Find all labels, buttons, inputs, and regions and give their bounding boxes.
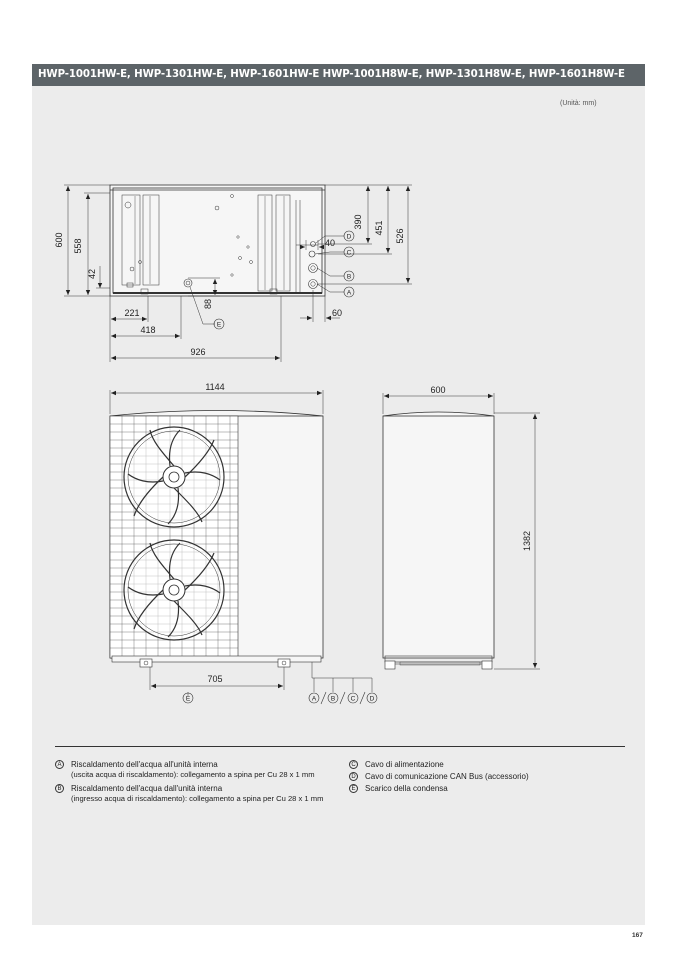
dim-top-926: 926 bbox=[190, 347, 206, 357]
legend-c-title: Cavo di alimentazione bbox=[365, 760, 444, 769]
callout-d-top: D bbox=[346, 233, 352, 241]
legend-marker-a: A bbox=[55, 760, 64, 769]
callout-a-top: A bbox=[346, 289, 352, 297]
side-view bbox=[383, 412, 494, 669]
callout-b-front: B bbox=[330, 695, 336, 703]
dim-top-558: 558 bbox=[73, 238, 83, 254]
top-view bbox=[110, 185, 325, 296]
legend-a-title: Riscaldamento dell'acqua all'unità interna bbox=[71, 760, 218, 769]
callout-b-top: B bbox=[346, 273, 352, 281]
callout-e-front: E bbox=[185, 695, 191, 703]
legend-b-title: Riscaldamento dell'acqua dall'unità interna bbox=[71, 784, 223, 793]
dim-side-600: 600 bbox=[430, 385, 446, 395]
callout-c-top: C bbox=[346, 249, 352, 257]
callout-c-front: C bbox=[350, 695, 356, 703]
dim-top-40: 40 bbox=[325, 238, 336, 248]
page-number: 167 bbox=[632, 932, 643, 939]
unit-note: (Unità: mm) bbox=[560, 100, 597, 107]
legend-marker-b: B bbox=[55, 784, 64, 793]
dim-top-600: 600 bbox=[54, 232, 64, 248]
callout-a-front: A bbox=[311, 695, 317, 703]
legend-marker-d: D bbox=[349, 772, 358, 781]
dim-top-60: 60 bbox=[332, 308, 343, 318]
dim-top-42: 42 bbox=[87, 268, 97, 280]
dim-top-418: 418 bbox=[140, 325, 156, 335]
legend-b-detail: (ingresso acqua di riscaldamento): collegamento a spina per Cu 28 x 1 mm bbox=[71, 794, 324, 803]
page-header-title: HWP-1001HW-E, HWP-1301HW-E, HWP-1601HW-E HWP-1001H8W-E, HWP-1301H8W-E, HWP-1601H8W-E bbox=[32, 64, 645, 86]
dim-front-1144: 1144 bbox=[205, 382, 225, 392]
dim-top-88: 88 bbox=[203, 298, 213, 310]
dim-front-705: 705 bbox=[207, 674, 223, 684]
dim-top-526: 526 bbox=[395, 228, 405, 244]
legend-divider bbox=[55, 746, 625, 747]
dim-side-1382: 1382 bbox=[522, 530, 532, 552]
dim-top-451: 451 bbox=[374, 220, 384, 236]
legend-marker-c: C bbox=[349, 760, 358, 769]
dim-top-390: 390 bbox=[353, 214, 363, 230]
callout-d-front: D bbox=[369, 695, 375, 703]
legend-e-title: Scarico della condensa bbox=[365, 784, 448, 793]
dim-top-221: 221 bbox=[124, 308, 140, 318]
callout-e-top: E bbox=[216, 321, 222, 329]
front-view bbox=[110, 411, 323, 668]
legend-d-title: Cavo di comunicazione CAN Bus (accessorio) bbox=[365, 772, 529, 781]
legend-marker-e: E bbox=[349, 784, 358, 793]
legend-a-detail: (uscita acqua di riscaldamento): collegamento a spina per Cu 28 x 1 mm bbox=[71, 770, 315, 779]
